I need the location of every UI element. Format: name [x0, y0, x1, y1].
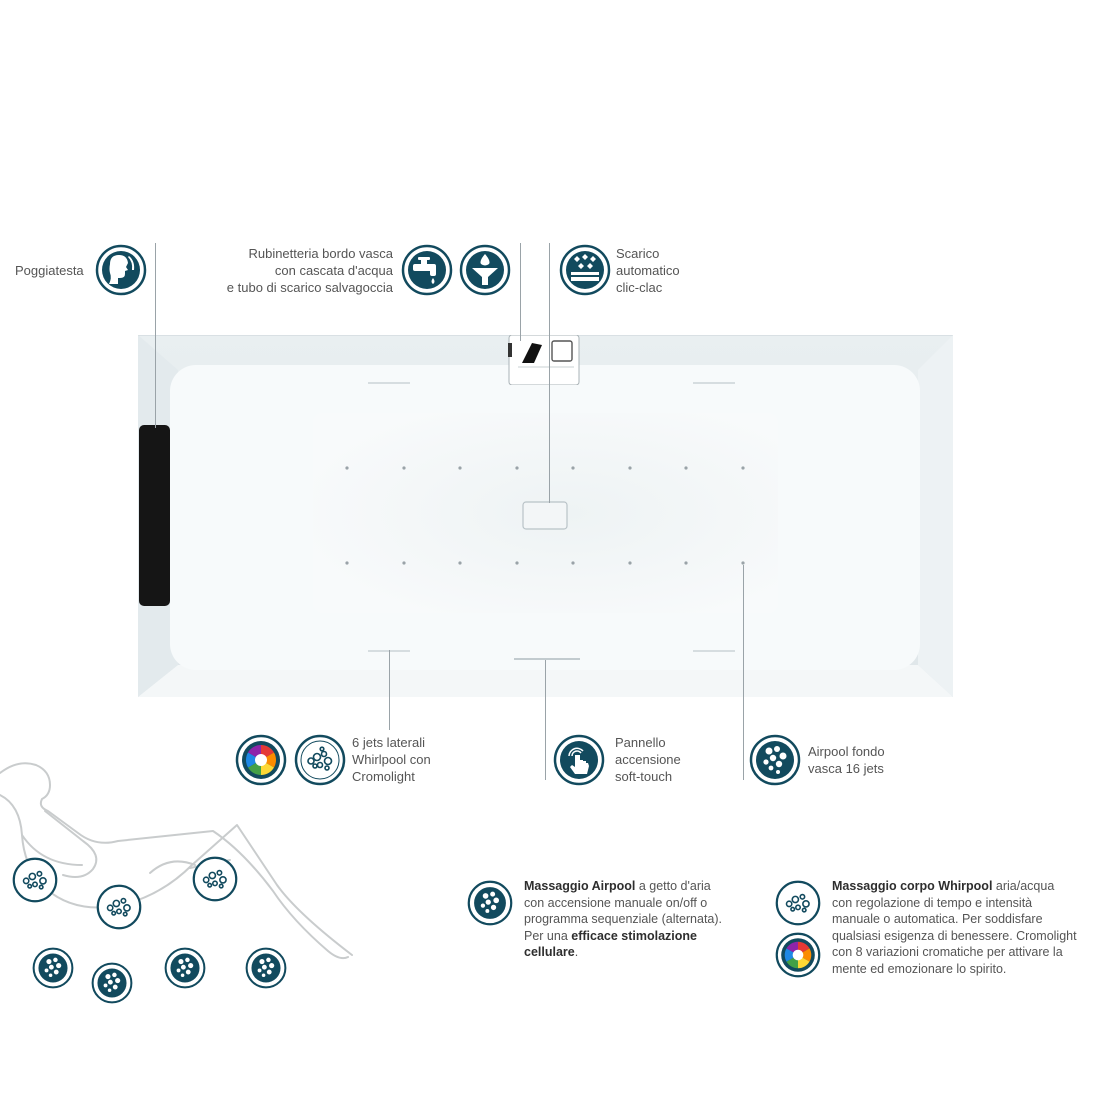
leader-line-panel: [545, 660, 546, 780]
faucet-icon: [401, 244, 453, 296]
airpool-text: con accensione manuale on/off o: [524, 895, 708, 910]
side-jets-label: [352, 734, 431, 785]
whirlpool-bubbles-icon: [775, 880, 821, 926]
panel-label: [615, 734, 681, 785]
airpool-bubbles-icon: [467, 880, 513, 926]
drain-icon: [559, 244, 611, 296]
whirlpool-bubbles-icon: [96, 884, 142, 930]
drain-label-line: automatico: [616, 263, 680, 278]
faucet-label-line: Rubinetteria bordo vasca: [248, 246, 393, 261]
whirlpool-bubbles-icon: [192, 856, 238, 902]
airpool-highlight: cellulare: [524, 945, 575, 959]
airpool-bubbles-icon: [749, 734, 801, 786]
airpool-bubbles-icon: [32, 947, 74, 989]
airpool-label-line: Airpool fondo: [808, 744, 885, 759]
touch-panel-icon: [553, 734, 605, 786]
faucet-fixture[interactable]: [508, 335, 580, 385]
drain-label: [616, 245, 680, 296]
airpool-text: programma sequenziale (alternata).: [524, 912, 723, 926]
color-wheel-icon: [775, 932, 821, 978]
airpool-highlight: efficace stimolazione: [571, 928, 698, 943]
drain-label-line: Scarico: [616, 246, 660, 261]
leader-line-airpool: [743, 565, 744, 780]
whirlpool-text: mente ed emozionare lo spirito.: [832, 961, 1007, 976]
whirlpool-text: qualsiasi esigenza di benessere. Cromolight: [832, 928, 1077, 943]
leader-line-headrest: [155, 243, 156, 428]
whirlpool-bubbles-icon: [12, 857, 58, 903]
whirlpool-text: manuale o automatica. Per soddisfare: [832, 912, 1043, 926]
headrest-cushion: [139, 425, 170, 606]
whirlpool-description: [832, 878, 1094, 977]
airpool-bubbles-icon: [245, 947, 287, 989]
drain-label-line: clic-clac: [616, 280, 663, 295]
faucet-label-line: e tubo di scarico salvagoccia: [226, 280, 393, 295]
headrest-label: [15, 262, 84, 279]
leader-line-drain: [549, 243, 550, 503]
panel-label-line: soft-touch: [615, 769, 673, 784]
faucet-label: [205, 245, 393, 296]
airpool-bubbles-icon: [164, 947, 206, 989]
whirlpool-title: Massaggio corpo Whirpool: [832, 879, 993, 893]
whirlpool-text: con regolazione di tempo e intensità: [832, 895, 1033, 910]
side-jets-label-line: 6 jets laterali: [352, 735, 425, 750]
airpool-label: [808, 743, 885, 777]
airpool-label-line: vasca 16 jets: [808, 761, 884, 776]
headrest-icon: [95, 244, 147, 296]
bathtub-diagram: [138, 335, 953, 697]
airpool-text: .: [574, 945, 579, 959]
panel-label-line: accensione: [615, 752, 681, 767]
side-jets-label-line: Cromolight: [352, 769, 415, 784]
airpool-text: a getto d'aria: [635, 879, 711, 893]
airpool-text: Per una: [524, 928, 572, 943]
headrest-label-line: Poggiatesta: [15, 263, 84, 278]
faucet-label-line: con cascata d'acqua: [274, 263, 393, 278]
airpool-title: Massaggio Airpool: [524, 879, 636, 893]
side-jets-label-line: Whirlpool con: [352, 752, 431, 767]
airpool-bubbles-icon: [91, 962, 133, 1004]
leader-line-faucet: [520, 243, 521, 341]
airpool-description: [524, 878, 764, 961]
whirlpool-text: con 8 variazioni cromatiche per attivare la: [832, 945, 1063, 959]
whirlpool-text: aria/acqua: [992, 879, 1055, 893]
panel-label-line: Pannello: [615, 735, 666, 750]
funnel-drop-icon: [459, 244, 511, 296]
leader-line-side-jets: [389, 650, 390, 730]
